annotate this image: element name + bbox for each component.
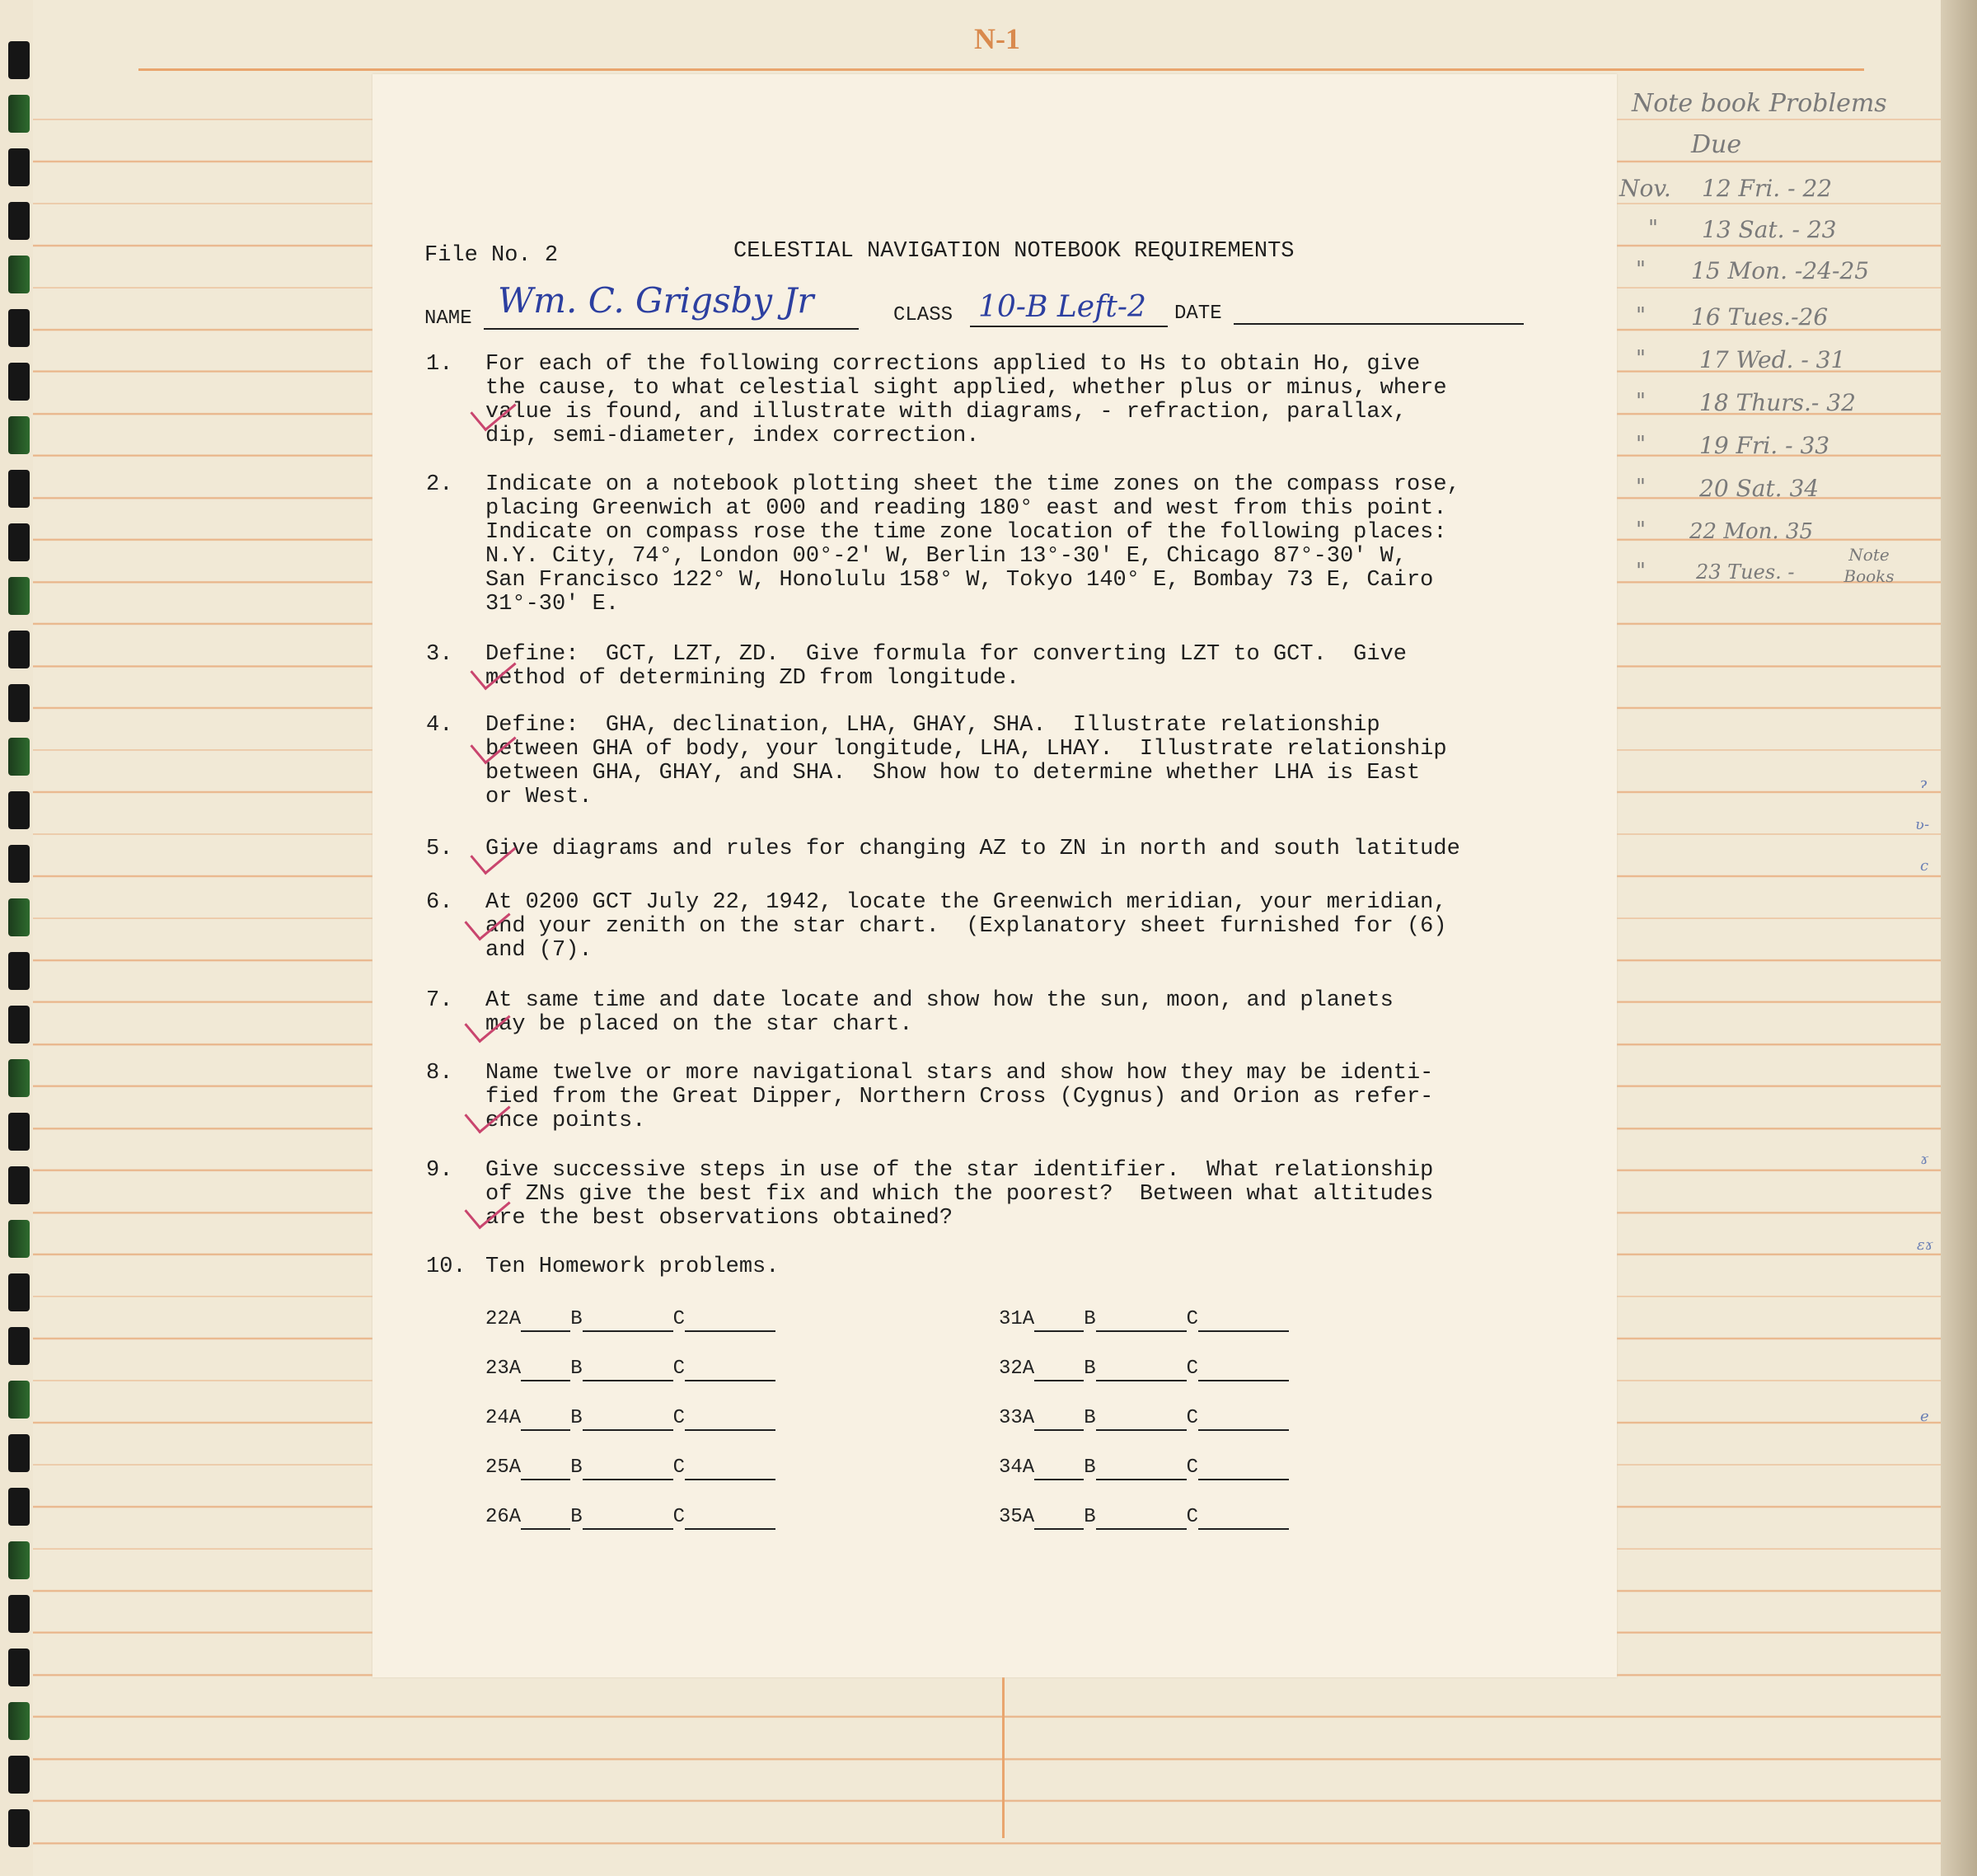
- homework-problem: 35A: [999, 1506, 1035, 1528]
- homework-b-label: B: [570, 1456, 583, 1479]
- margin-note-ditto: ": [1636, 559, 1646, 584]
- margin-note-date: 19 Fri. - 33: [1699, 432, 1830, 459]
- item-number: 5.: [426, 837, 453, 861]
- item-number: 4.: [426, 713, 453, 738]
- homework-c-label: C: [672, 1456, 686, 1479]
- homework-c-label: C: [672, 1506, 686, 1528]
- margin-note-books: Note Books: [1843, 545, 1895, 586]
- margin-note-date: 22 Mon. 35: [1689, 519, 1813, 544]
- margin-note-ditto: ": [1636, 257, 1646, 282]
- homework-b-label: B: [570, 1308, 583, 1330]
- margin-note-ditto: ": [1636, 389, 1646, 414]
- item-number: 8.: [426, 1061, 453, 1086]
- homework-b-label: B: [570, 1358, 583, 1380]
- homework-problem: 33A: [999, 1407, 1035, 1429]
- file-number: File No. 2: [424, 243, 559, 268]
- homework-c-label: C: [1186, 1358, 1199, 1380]
- item-text: Give successive steps in use of the star identifier. What relationship of ZNs give the best fix and which the poorest? Between what altitudes are the best observations obtained?: [485, 1158, 1434, 1231]
- item-number: 3.: [426, 642, 453, 667]
- spiral-binding: [0, 33, 49, 1863]
- homework-b-label: B: [1084, 1358, 1096, 1380]
- homework-c-label: C: [1186, 1456, 1199, 1479]
- item-text: Indicate on a notebook plotting sheet the time zones on the compass rose, placing Greenwich at 000 and reading 180° east and west from this point. Indicate on compass rose the time zone location of the following places: N.Y. City, 74°, London 00°-2' W, Berlin 13°-30' E, Chicago 87°-30' W, San Francisco 122° W, Honolulu 158° W, Tokyo 140° E, Bombay 73 E, Cairo 31°-30' E.: [485, 472, 1460, 617]
- item-number: 10.: [426, 1255, 466, 1279]
- item-text: Define: GCT, LZT, ZD. Give formula for converting LZT to GCT. Give method of determining ZD from longitude.: [485, 642, 1407, 691]
- homework-c-label: C: [672, 1358, 686, 1380]
- item-text: Name twelve or more navigational stars and show how they may be identi- fied from the Great Dipper, Northern Cross (Cygnus) and Orion as refer- ence points.: [485, 1061, 1434, 1133]
- item-text: Ten Homework problems.: [485, 1255, 780, 1279]
- margin-note-ditto: ": [1636, 432, 1646, 457]
- homework-problem: 26A: [485, 1506, 522, 1528]
- homework-row: [485, 1308, 775, 1332]
- margin-note-date: 23 Tues. -: [1696, 560, 1795, 584]
- homework-row: [999, 1506, 1289, 1530]
- bleed-through-mark: ɤ: [1920, 1151, 1929, 1168]
- requirements-sheet: [372, 74, 1617, 1677]
- homework-row: [485, 1506, 775, 1530]
- homework-c-label: C: [672, 1308, 686, 1330]
- item-text: Define: GHA, declination, LHA, GHAY, SHA. Illustrate relationship between GHA of body, your longitude, LHA, LHAY. Illustrate relationship between GHA, GHAY, and SHA. Show how to determine whether LHA is East or West.: [485, 713, 1447, 809]
- item-text: At 0200 GCT July 22, 1942, locate the Greenwich meridian, your meridian, and your zenith on the star chart. (Explanatory sheet furnished for (6) and (7).: [485, 890, 1447, 963]
- homework-row: [999, 1308, 1289, 1332]
- item-number: 1.: [426, 352, 453, 377]
- margin-note-ditto: ": [1636, 303, 1646, 328]
- homework-b-label: B: [1084, 1407, 1096, 1429]
- bottom-divider: [1002, 1673, 1005, 1838]
- homework-c-label: C: [672, 1407, 686, 1429]
- class-label: CLASS: [893, 304, 953, 326]
- homework-b-label: B: [570, 1407, 583, 1429]
- bleed-through-mark: ɂ: [1920, 775, 1928, 792]
- top-rule: [138, 68, 1864, 71]
- name-line: [484, 328, 859, 330]
- margin-note-ditto: ": [1636, 518, 1646, 542]
- homework-b-label: B: [1084, 1456, 1096, 1479]
- margin-note-subtitle: Due: [1691, 130, 1742, 159]
- bleed-through-mark: e: [1920, 1408, 1929, 1425]
- margin-note-ditto: ": [1648, 216, 1658, 241]
- date-line: [1234, 323, 1524, 325]
- margin-note-date: 15 Mon. -24-25: [1691, 257, 1870, 284]
- class-line: [970, 326, 1168, 327]
- margin-note-date: 20 Sat. 34: [1699, 475, 1820, 502]
- item-number: 9.: [426, 1158, 453, 1183]
- sheet-number: N-1: [974, 22, 1020, 55]
- margin-note-date: 16 Tues.-26: [1691, 303, 1829, 331]
- homework-c-label: C: [1186, 1308, 1199, 1330]
- margin-note-date: 13 Sat. - 23: [1702, 216, 1837, 243]
- item-number: 2.: [426, 472, 453, 497]
- name-signature: Wm. C. Grigsby Jr: [498, 280, 814, 321]
- homework-b-label: B: [1084, 1308, 1096, 1330]
- name-label: NAME: [424, 307, 472, 330]
- homework-problem: 23A: [485, 1358, 522, 1380]
- homework-row: [485, 1456, 775, 1480]
- margin-note-date: 17 Wed. - 31: [1699, 346, 1846, 373]
- item-text: For each of the following corrections applied to Hs to obtain Ho, give the cause, to what celestial sight applied, whether plus or minus, where value is found, and illustrate with diagrams, - refraction, parallax, dip, semi-diameter, index correction.: [485, 352, 1447, 448]
- homework-problem: 34A: [999, 1456, 1035, 1479]
- homework-row: [999, 1456, 1289, 1480]
- item-number: 6.: [426, 890, 453, 915]
- margin-note-title: Note book Problems: [1632, 89, 1887, 118]
- margin-note-ditto: Nov.: [1619, 175, 1671, 202]
- sheet-title: CELESTIAL NAVIGATION NOTEBOOK REQUIREMENTS: [733, 239, 1295, 264]
- homework-row: [485, 1407, 775, 1431]
- margin-note-date: 12 Fri. - 22: [1702, 175, 1833, 202]
- homework-row: [999, 1358, 1289, 1381]
- bleed-through-mark: ɛɤ: [1917, 1236, 1933, 1254]
- homework-c-label: C: [1186, 1506, 1199, 1528]
- homework-b-label: B: [1084, 1506, 1096, 1528]
- margin-note-ditto: ": [1636, 346, 1646, 371]
- homework-problem: 25A: [485, 1456, 522, 1479]
- item-number: 7.: [426, 988, 453, 1013]
- item-text: At same time and date locate and show how the sun, moon, and planets may be placed on the star chart.: [485, 988, 1394, 1037]
- homework-row: [485, 1358, 775, 1381]
- homework-problem: 22A: [485, 1308, 522, 1330]
- date-label: DATE: [1174, 303, 1222, 325]
- homework-row: [999, 1407, 1289, 1431]
- homework-b-label: B: [570, 1506, 583, 1528]
- bleed-through-mark: c: [1920, 857, 1929, 875]
- margin-note-date: 18 Thurs.- 32: [1699, 389, 1856, 416]
- class-handwritten: 10-B Left-2: [978, 290, 1146, 324]
- page-edge: [1941, 0, 1977, 1876]
- item-text: Give diagrams and rules for changing AZ to ZN in north and south latitude: [485, 837, 1460, 861]
- margin-note-ditto: ": [1636, 475, 1646, 499]
- homework-problem: 32A: [999, 1358, 1035, 1380]
- homework-c-label: C: [1186, 1407, 1199, 1429]
- homework-problem: 24A: [485, 1407, 522, 1429]
- homework-problem: 31A: [999, 1308, 1035, 1330]
- bleed-through-mark: ʋ-: [1915, 816, 1930, 833]
